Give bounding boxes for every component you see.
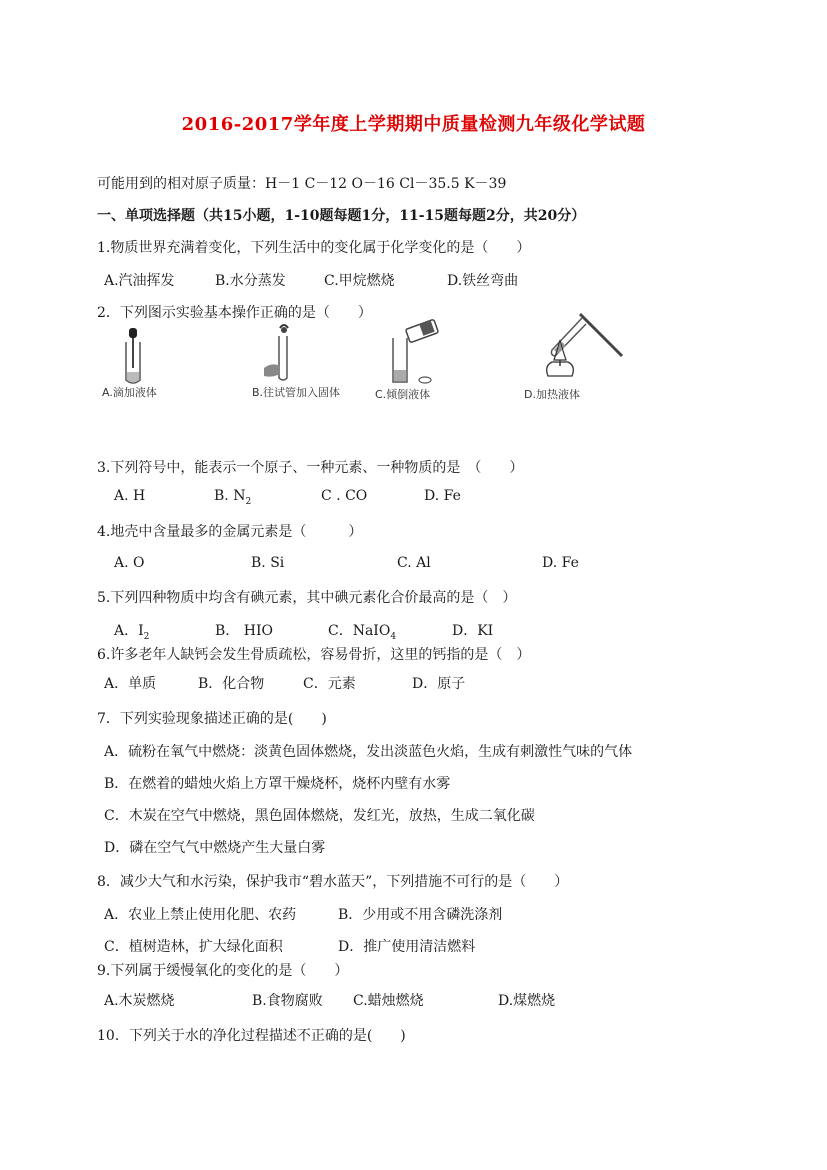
- dropper-tube-illustration: [118, 328, 148, 384]
- q3-option-b: B. $N_2$: [214, 488, 252, 507]
- question-9: 9.下列属于缓慢氧化的变化的是（ ）: [97, 963, 349, 979]
- q6-option-d: D．原子: [412, 676, 466, 692]
- question-5: 5.下列四种物质中均含有碘元素，其中碘元素化合价最高的是（ ）: [97, 590, 517, 606]
- q1-option-d: D.铁丝弯曲: [447, 273, 519, 289]
- q5-option-c: C．NaIO$_4$: [328, 623, 397, 642]
- q1-option-c: C.甲烷燃烧: [324, 273, 395, 289]
- q5-option-b: B. HIO: [215, 623, 273, 639]
- q6-option-b: B．化合物: [198, 676, 265, 692]
- atomic-mass-line: 可能用到的相对原子质量：H－1 C－12 O－16 Cl－35.5 K－39: [97, 176, 507, 192]
- q3-option-c: C . CO: [321, 488, 368, 504]
- pouring-liquid-illustration: [385, 322, 445, 386]
- q3-option-d: D. Fe: [424, 488, 461, 504]
- question-1: 1.物质世界充满着变化，下列生活中的变化属于化学变化的是（ ）: [97, 240, 531, 256]
- section-heading: 一、单项选择题（共15小题，1-10题每题1分，11-15题每题2分，共20分）: [97, 208, 586, 224]
- question-2: 2．下列图示实验基本操作正确的是（ ）: [97, 305, 372, 321]
- q1-option-a: A.汽油挥发: [104, 273, 175, 289]
- q9-option-a: A.木炭燃烧: [104, 993, 175, 1009]
- q9-option-c: C.蜡烛燃烧: [353, 993, 424, 1009]
- q7-option-d: D．磷在空气气中燃烧产生大量白雾: [104, 840, 326, 856]
- q2-caption-c: C.倾倒液体: [375, 388, 431, 401]
- q7-option-b: B．在燃着的蜡烛火焰上方罩干燥烧杯，烧杯内壁有水雾: [104, 776, 451, 792]
- q9-option-b: B.食物腐败: [252, 993, 323, 1009]
- q2-caption-a: A.滴加液体: [102, 386, 157, 399]
- q6-option-c: C．元素: [303, 676, 356, 692]
- q8-option-b: B．少用或不用含磷洗涤剂: [338, 907, 503, 923]
- tube-solid-illustration: [262, 322, 302, 384]
- q8-option-a: A．农业上禁止使用化肥、农药: [104, 907, 297, 923]
- q2-caption-b: B.往试管加入固体: [252, 386, 341, 399]
- q4-option-a: A. O: [114, 555, 145, 571]
- q8-option-d: D．推广使用清洁燃料: [338, 939, 476, 955]
- q8-option-c: C．植树造林，扩大绿化面积: [104, 939, 283, 955]
- question-10: 10．下列关于水的净化过程描述不正确的是( ): [97, 1028, 406, 1044]
- question-4: 4.地壳中含量最多的金属元素是（ ）: [97, 524, 363, 540]
- q7-option-c: C．木炭在空气中燃烧，黑色固体燃烧，发红光，放热，生成二氧化碳: [104, 808, 535, 824]
- heating-tube-illustration: [540, 310, 626, 384]
- q4-option-c: C. Al: [397, 555, 431, 571]
- question-3: 3.下列符号中，能表示一个原子、一种元素、一种物质的是 （ ）: [97, 460, 524, 476]
- q5-option-d: D．KI: [452, 623, 494, 639]
- q1-option-b: B.水分蒸发: [215, 273, 286, 289]
- q4-option-b: B. Si: [251, 555, 285, 571]
- question-8: 8．减少大气和水污染，保护我市“碧水蓝天”，下列措施不可行的是（ ）: [97, 874, 569, 890]
- q9-option-d: D.煤燃烧: [498, 993, 556, 1009]
- q3-option-a: A. H: [114, 488, 146, 504]
- q5-option-a: A．$I_2$: [114, 623, 150, 642]
- q7-option-a: A．硫粉在氧气中燃烧：淡黄色固体燃烧，发出淡蓝色火焰，生成有刺激性气味的气体: [104, 744, 633, 760]
- page-title: 2016-2017学年度上学期期中质量检测九年级化学试题: [181, 114, 646, 135]
- question-6: 6.许多老年人缺钙会发生骨质疏松，容易骨折，这里的钙指的是（ ）: [97, 647, 531, 663]
- q6-option-a: A．单质: [104, 676, 157, 692]
- question-7: 7．下列实验现象描述正确的是( ): [97, 711, 327, 727]
- q2-caption-d: D.加热液体: [524, 388, 580, 401]
- q4-option-d: D. Fe: [542, 555, 579, 571]
